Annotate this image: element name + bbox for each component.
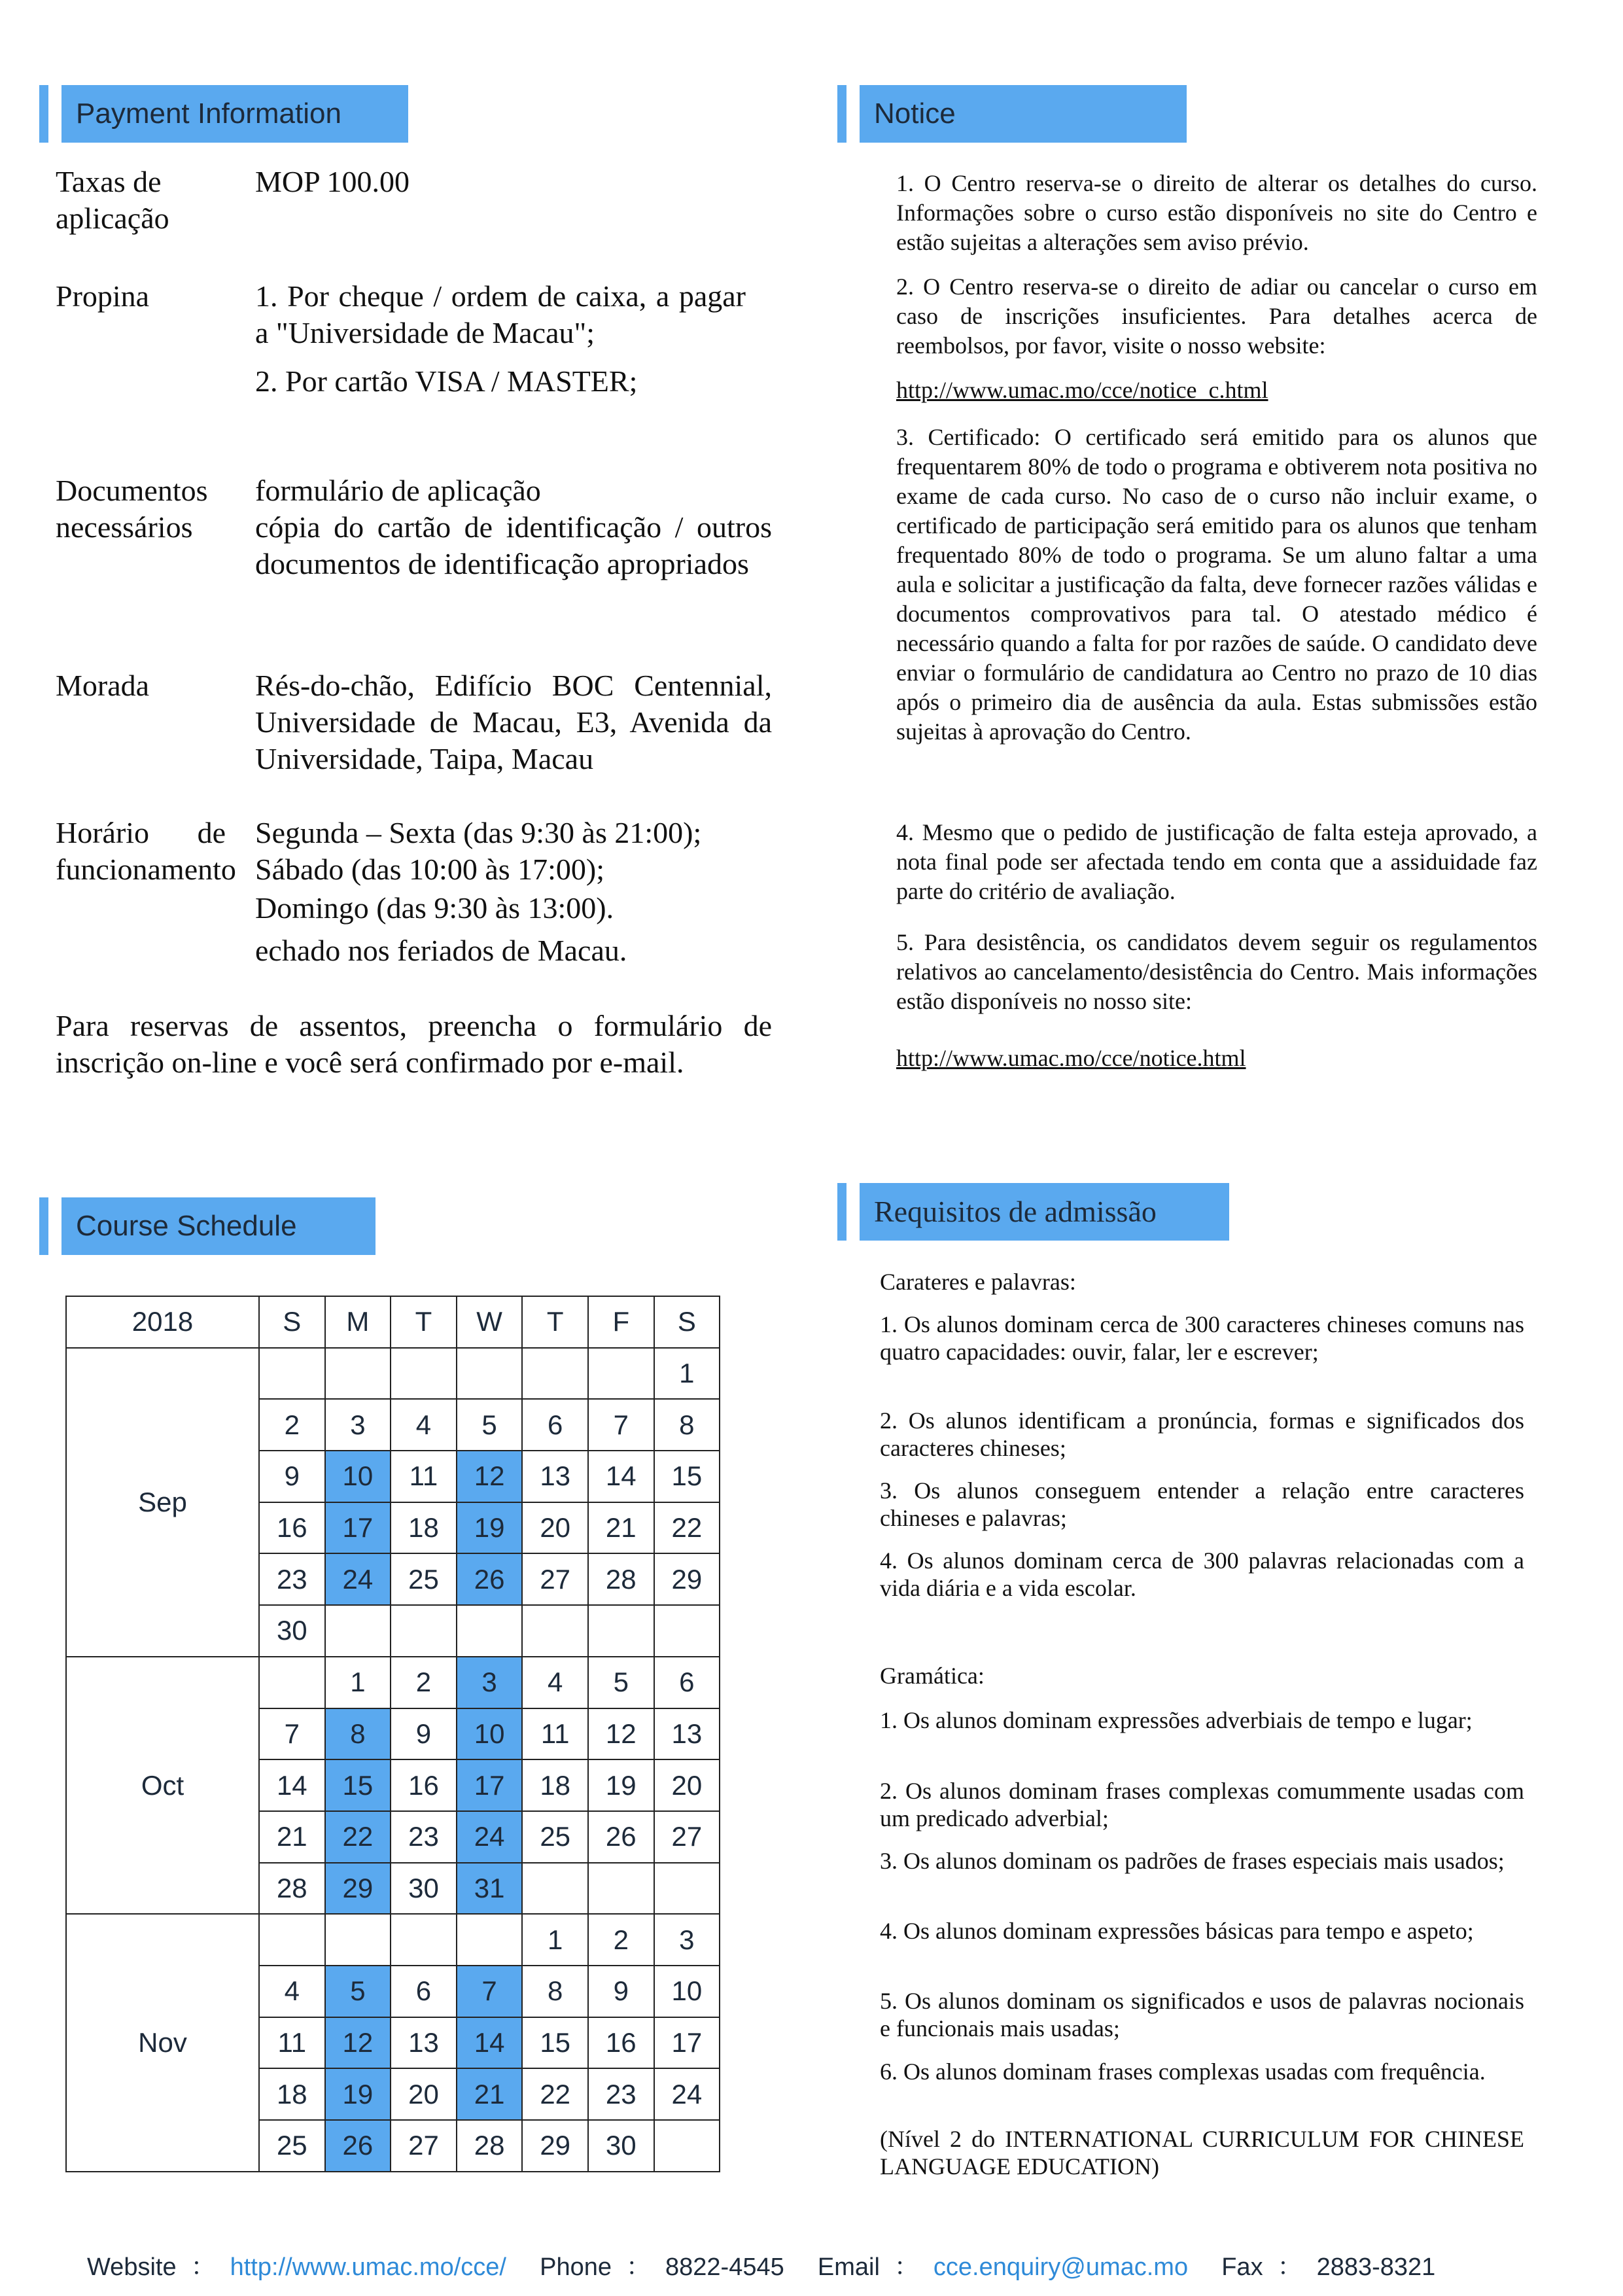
- calendar-day: 2: [588, 1914, 654, 1966]
- calendar-day: 6: [522, 1399, 588, 1451]
- colon: ：: [894, 2253, 919, 2281]
- grammar-item-1: 1. Os alunos dominam expressões adverbiais de tempo e lugar;: [880, 1707, 1473, 1733]
- value-morada: Rés-do-chão, Edifício BOC Centennial, Universidade de Macau, E3, Avenida da Universidade, Taipa, Macau: [255, 669, 772, 775]
- calendar-day: 21: [588, 1502, 654, 1554]
- value-documentos-1: formulário de aplicação: [255, 474, 541, 507]
- calendar-day: 15: [522, 2017, 588, 2069]
- calendar-empty-cell: [391, 1914, 457, 1966]
- calendar-day: 20: [522, 1502, 588, 1554]
- calendar-class-day: 8: [325, 1708, 391, 1760]
- requisitos-note: (Nível 2 do INTERNATIONAL CURRICULUM FOR CHINESE LANGUAGE EDUCATION): [880, 2126, 1524, 2180]
- value-documentos-2: cópia do cartão de identificação / outros documentos de identificação apropriados: [255, 510, 772, 580]
- colon: ：: [1277, 2253, 1302, 2281]
- calendar-empty-cell: [391, 1348, 457, 1400]
- calendar-day: 25: [522, 1811, 588, 1863]
- calendar-day: 20: [654, 1759, 720, 1811]
- label-propina: Propina: [56, 279, 150, 313]
- calendar-day: 23: [259, 1553, 325, 1605]
- notice-item-5: 5. Para desistência, os candidatos devem seguir os regulamentos relativos ao cancelamento/desistência do Centro. Mais informações estão disponíveis no nosso site:: [896, 929, 1537, 1014]
- month-label: Sep: [66, 1348, 259, 1657]
- calendar-day: 22: [522, 2068, 588, 2120]
- calendar-day: 13: [522, 1451, 588, 1502]
- calendar-class-day: 19: [457, 1502, 523, 1554]
- payment-footer-text: Para reservas de assentos, preencha o formulário de inscrição on-line e você será confirmado por e-mail.: [56, 1009, 772, 1079]
- calendar-day: 3: [325, 1399, 391, 1451]
- weekday-header: M: [325, 1296, 391, 1348]
- calendar-day: 30: [391, 1863, 457, 1915]
- calendar-day: 16: [588, 2017, 654, 2069]
- calendar-class-day: 31: [457, 1863, 523, 1915]
- grammar-item-5: 5. Os alunos dominam os significados e usos de palavras nocionais e funcionais mais usadas;: [880, 1988, 1524, 2041]
- calendar-day: 29: [522, 2120, 588, 2172]
- calendar-day: 13: [654, 1708, 720, 1760]
- calendar-day: 9: [259, 1451, 325, 1502]
- calendar-empty-cell: [457, 1348, 523, 1400]
- calendar-day: 30: [588, 2120, 654, 2172]
- calendar-year: 2018: [66, 1296, 259, 1348]
- calendar-empty-cell: [588, 1863, 654, 1915]
- calendar-day: 28: [259, 1863, 325, 1915]
- calendar-day: 23: [391, 1811, 457, 1863]
- phone-label: Phone: [540, 2253, 612, 2281]
- label-taxas: Taxas de aplicação: [56, 165, 169, 235]
- calendar-day: 3: [654, 1914, 720, 1966]
- calendar-day: 19: [588, 1759, 654, 1811]
- calendar-empty-cell: [457, 1605, 523, 1657]
- calendar-class-day: 26: [457, 1553, 523, 1605]
- calendar-class-day: 22: [325, 1811, 391, 1863]
- grammar-title: Gramática:: [880, 1663, 985, 1689]
- website-link[interactable]: http://www.umac.mo/cce/: [230, 2253, 506, 2281]
- calendar-day: 13: [391, 2017, 457, 2069]
- calendar-day: 9: [588, 1966, 654, 2017]
- chars-title: Carateres e palavras:: [880, 1269, 1076, 1295]
- grammar-item-6: 6. Os alunos dominam frases complexas usadas com frequência.: [880, 2058, 1486, 2085]
- chars-item-2: 2. Os alunos identificam a pronúncia, formas e significados dos caracteres chineses;: [880, 1407, 1524, 1461]
- grammar-item-2: 2. Os alunos dominam frases complexas comummente usadas com um predicado adverbial;: [880, 1778, 1524, 1831]
- fax-number: 2883-8321: [1316, 2253, 1436, 2281]
- calendar-day: 23: [588, 2068, 654, 2120]
- calendar-day: 8: [522, 1966, 588, 2017]
- weekday-header: T: [391, 1296, 457, 1348]
- notice-heading: Notice: [860, 85, 1187, 143]
- label-horario: Horário de funcionamento: [56, 816, 236, 886]
- calendar-day: 2: [259, 1399, 325, 1451]
- value-horario-1: Segunda – Sexta (das 9:30 às 21:00);: [255, 816, 702, 849]
- calendar-class-day: 24: [325, 1553, 391, 1605]
- calendar-empty-cell: [259, 1348, 325, 1400]
- phone-number: 8822-4545: [665, 2253, 784, 2281]
- calendar-day: 14: [588, 1451, 654, 1502]
- contact-footer: [87, 2251, 1435, 2284]
- calendar-day: 20: [391, 2068, 457, 2120]
- calendar-day: 27: [522, 1553, 588, 1605]
- calendar-empty-cell: [588, 1348, 654, 1400]
- calendar-day: 5: [457, 1399, 523, 1451]
- value-horario-4: echado nos feriados de Macau.: [255, 934, 627, 967]
- calendar-empty-cell: [654, 1863, 720, 1915]
- calendar-week-row: [66, 1348, 720, 1400]
- chars-item-1: 1. Os alunos dominam cerca de 300 caracteres chineses comuns nas quatro capacidades: ouvir, falar, ler e escrever;: [880, 1311, 1524, 1365]
- calendar-day: 1: [522, 1914, 588, 1966]
- calendar-header-row: [66, 1296, 720, 1348]
- weekday-header: F: [588, 1296, 654, 1348]
- value-horario-2: Sábado (das 10:00 às 17:00);: [255, 853, 605, 886]
- label-documentos: Documentos necessários: [56, 474, 208, 544]
- value-propina-2: 2. Por cartão VISA / MASTER;: [255, 364, 638, 398]
- calendar-day: 11: [259, 2017, 325, 2069]
- grammar-item-4: 4. Os alunos dominam expressões básicas para tempo e aspeto;: [880, 1918, 1474, 1944]
- calendar-table: [65, 1296, 720, 2172]
- calendar-day: 1: [325, 1657, 391, 1708]
- weekday-header: S: [259, 1296, 325, 1348]
- calendar-day: 1: [654, 1348, 720, 1400]
- calendar-day: 4: [259, 1966, 325, 2017]
- notice-item-1: 1. O Centro reserva-se o direito de alterar os detalhes do curso. Informações sobre o curso estão disponíveis no site do Centro e estão sujeitas a alterações sem aviso prévio.: [896, 170, 1537, 255]
- notice-link-refund[interactable]: http://www.umac.mo/cce/notice_c.html: [896, 377, 1268, 403]
- calendar-class-day: 17: [325, 1502, 391, 1554]
- calendar-day: 2: [391, 1657, 457, 1708]
- calendar-empty-cell: [259, 1657, 325, 1708]
- website-label: Website: [87, 2253, 177, 2281]
- calendar-day: 29: [654, 1553, 720, 1605]
- calendar-day: 21: [259, 1811, 325, 1863]
- email-link[interactable]: cce.enquiry@umac.mo: [933, 2253, 1189, 2281]
- calendar-day: 4: [522, 1657, 588, 1708]
- calendar-day: 22: [654, 1502, 720, 1554]
- calendar-day: 12: [588, 1708, 654, 1760]
- fax-label: Fax: [1221, 2253, 1263, 2281]
- calendar-class-day: 17: [457, 1759, 523, 1811]
- calendar-class-day: 21: [457, 2068, 523, 2120]
- calendar-class-day: 19: [325, 2068, 391, 2120]
- notice-item-2: 2. O Centro reserva-se o direito de adiar ou cancelar o curso em caso de inscrições insuficientes. Para detalhes acerca de reembolsos, por favor, visite o nosso website:: [896, 274, 1537, 359]
- calendar-day: 7: [259, 1708, 325, 1760]
- calendar-day: 11: [391, 1451, 457, 1502]
- header-accent-bar: [837, 85, 846, 143]
- calendar-day: 16: [259, 1502, 325, 1554]
- calendar-day: 30: [259, 1605, 325, 1657]
- calendar-day: 15: [654, 1451, 720, 1502]
- calendar-empty-cell: [654, 2120, 720, 2172]
- calendar-class-day: 15: [325, 1759, 391, 1811]
- weekday-header: T: [522, 1296, 588, 1348]
- calendar-day: 18: [522, 1759, 588, 1811]
- calendar-day: 27: [391, 2120, 457, 2172]
- calendar-class-day: 26: [325, 2120, 391, 2172]
- calendar-week-row: [66, 1914, 720, 1966]
- calendar-empty-cell: [522, 1863, 588, 1915]
- calendar-day: 10: [654, 1966, 720, 2017]
- month-label: Nov: [66, 1914, 259, 2171]
- calendar-class-day: 10: [457, 1708, 523, 1760]
- notice-item-3: 3. Certificado: O certificado será emitido para os alunos que frequentarem 80% de todo o programa e obtiverem nota positiva no exame de cada curso. No caso de o curso não incluir exame, o certificado de participação será emitido para os alunos que tenham frequentado 80% de todo o programa. Se um aluno faltar a uma aula e solicitar a justificação da falta, deve fornecer razões válidas e documentos comprovativos para tal. O atestado médico é necessário quando a falta for por razões de saúde. O candidato deve enviar o formulário de candidatura ao Centro no prazo de 10 dias após o primeiro dia de ausência da aula. Estas submissões estão sujeitas à aprovação do Centro.: [896, 424, 1537, 745]
- header-accent-bar: [39, 85, 48, 143]
- calendar-class-day: 29: [325, 1863, 391, 1915]
- chars-item-3: 3. Os alunos conseguem entender a relação entre caracteres chineses e palavras;: [880, 1477, 1524, 1531]
- requisitos-heading: Requisitos de admissão: [860, 1183, 1229, 1241]
- calendar-day: 27: [654, 1811, 720, 1863]
- label-morada: Morada: [56, 669, 150, 702]
- value-taxas: MOP 100.00: [255, 165, 410, 198]
- calendar-day: 6: [391, 1966, 457, 2017]
- value-propina-1: 1. Por cheque / ordem de caixa, a pagar a "Universidade de Macau";: [255, 279, 746, 349]
- schedule-heading: Course Schedule: [61, 1197, 375, 1255]
- calendar-day: 17: [654, 2017, 720, 2069]
- calendar-class-day: 24: [457, 1811, 523, 1863]
- calendar-day: 7: [588, 1399, 654, 1451]
- month-label: Oct: [66, 1657, 259, 1914]
- notice-item-4: 4. Mesmo que o pedido de justificação de falta esteja aprovado, a nota final pode ser afectada tendo em conta que a assiduidade faz parte do critério de avaliação.: [896, 819, 1537, 904]
- calendar-day: 8: [654, 1399, 720, 1451]
- calendar-empty-cell: [522, 1348, 588, 1400]
- calendar-day: 24: [654, 2068, 720, 2120]
- calendar-empty-cell: [457, 1914, 523, 1966]
- calendar-class-day: 10: [325, 1451, 391, 1502]
- calendar-day: 25: [259, 2120, 325, 2172]
- calendar-empty-cell: [391, 1605, 457, 1657]
- colon: ：: [626, 2253, 652, 2281]
- calendar-empty-cell: [259, 1914, 325, 1966]
- calendar-empty-cell: [325, 1914, 391, 1966]
- calendar-class-day: 3: [457, 1657, 523, 1708]
- calendar-class-day: 12: [457, 1451, 523, 1502]
- calendar-class-day: 12: [325, 2017, 391, 2069]
- calendar-day: 6: [654, 1657, 720, 1708]
- header-accent-bar: [837, 1183, 846, 1241]
- calendar-class-day: 5: [325, 1966, 391, 2017]
- weekday-header: S: [654, 1296, 720, 1348]
- notice-link-withdrawal[interactable]: http://www.umac.mo/cce/notice.html: [896, 1045, 1246, 1071]
- calendar-class-day: 7: [457, 1966, 523, 2017]
- value-horario-3: Domingo (das 9:30 às 13:00).: [255, 891, 614, 925]
- weekday-header: W: [457, 1296, 523, 1348]
- grammar-item-3: 3. Os alunos dominam os padrões de frases especiais mais usados;: [880, 1848, 1505, 1874]
- chars-item-4: 4. Os alunos dominam cerca de 300 palavras relacionadas com a vida diária e a vida escolar.: [880, 1547, 1524, 1601]
- calendar-day: 9: [391, 1708, 457, 1760]
- header-accent-bar: [39, 1197, 48, 1255]
- calendar-day: 14: [259, 1759, 325, 1811]
- calendar-day: 28: [588, 1553, 654, 1605]
- calendar-day: 18: [391, 1502, 457, 1554]
- calendar-day: 5: [588, 1657, 654, 1708]
- calendar-empty-cell: [325, 1348, 391, 1400]
- email-label: Email: [817, 2253, 880, 2281]
- calendar-empty-cell: [325, 1605, 391, 1657]
- calendar-day: 25: [391, 1553, 457, 1605]
- colon: ：: [190, 2253, 216, 2281]
- calendar-empty-cell: [588, 1605, 654, 1657]
- calendar-day: 18: [259, 2068, 325, 2120]
- calendar-day: 4: [391, 1399, 457, 1451]
- calendar-empty-cell: [522, 1605, 588, 1657]
- calendar-week-row: [66, 1657, 720, 1708]
- payment-heading: Payment Information: [61, 85, 408, 143]
- calendar-day: 28: [457, 2120, 523, 2172]
- calendar-empty-cell: [654, 1605, 720, 1657]
- calendar-day: 26: [588, 1811, 654, 1863]
- calendar-class-day: 14: [457, 2017, 523, 2069]
- calendar-day: 16: [391, 1759, 457, 1811]
- calendar-day: 11: [522, 1708, 588, 1760]
